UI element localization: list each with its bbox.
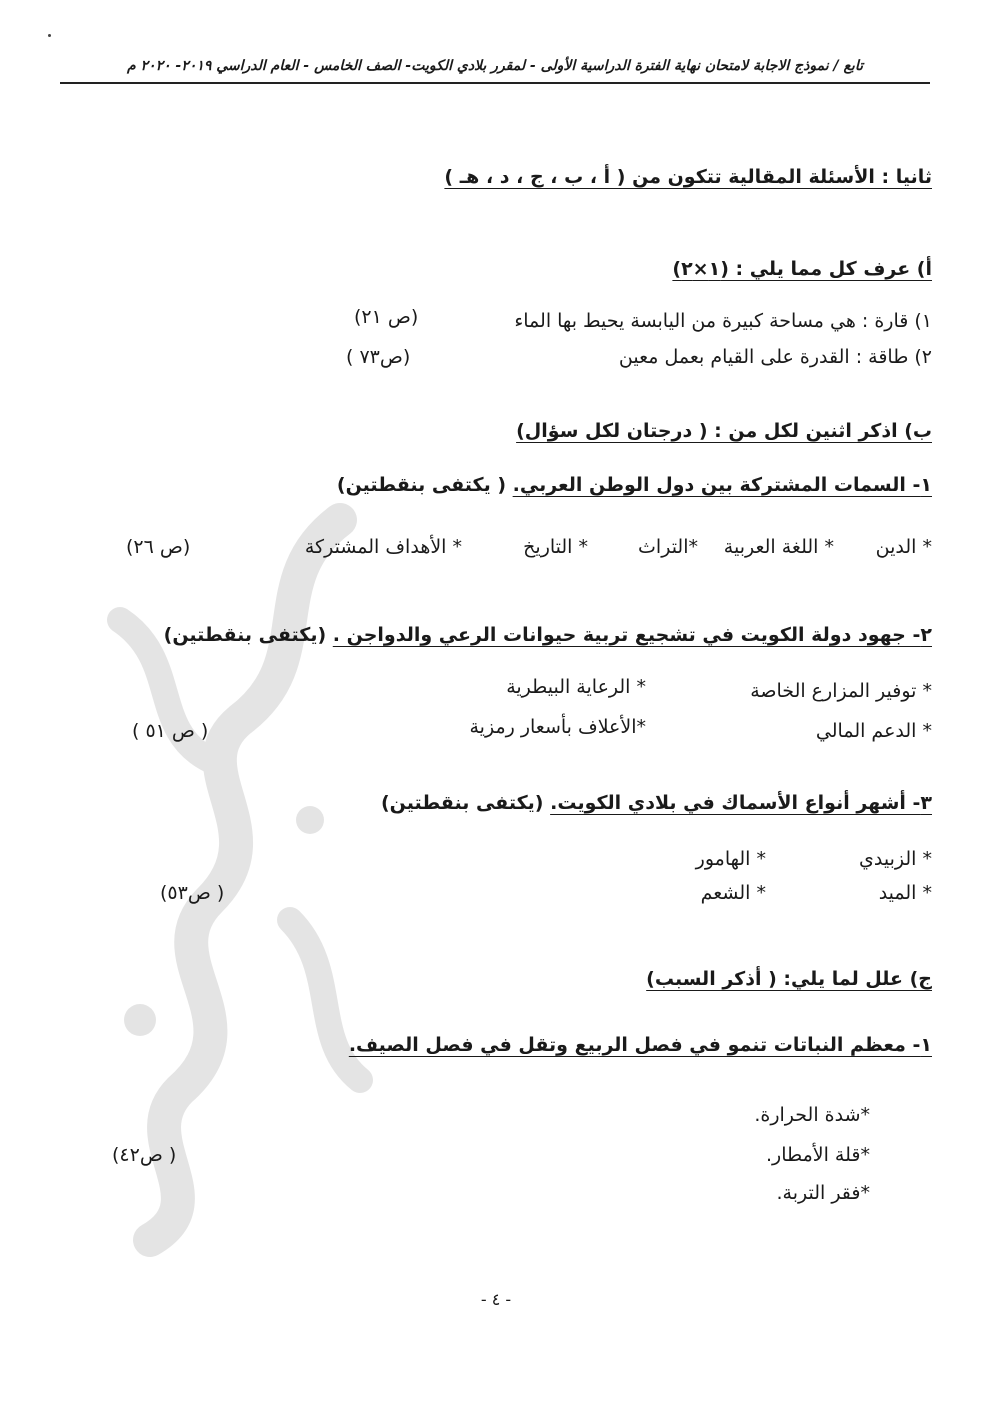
question-b3-title: ٣- أشهر أنواع الأسماك في بلادي الكويت. — [550, 792, 932, 814]
page-ref: ( ص٥٣) — [160, 882, 225, 904]
answer-item: * الدين — [875, 536, 932, 558]
page-ref: ( ص ٥١ ) — [132, 720, 209, 742]
answer-item: *فقر التربة. — [776, 1182, 870, 1204]
page-header: تابع / نموذج الاجابة لامتحان نهاية الفترة الدراسية الأولى - لمقرر بلادي الكويت- الصف الخامس - العام الدراسي ٢٠١٩- ٢٠٢٠ م — [60, 54, 930, 84]
question-b2-title: ٢- جهود دولة الكويت في تشجيع تربية حيوانات الرعي والدواجن . — [332, 624, 932, 646]
question-b3-note: (يكتفى بنقطتين) — [380, 792, 544, 814]
question-b1-note: ( يكتفى بنقطتين) — [336, 474, 507, 496]
answer-item: * التاريخ — [523, 536, 588, 558]
question-b2 — [164, 622, 932, 648]
answer-item: * الدعم المالي — [815, 720, 932, 742]
answer-item: *التراث — [638, 536, 698, 558]
definition-continent: ١) قارة : هي مساحة كبيرة من اليابسة يحيط بها الماء — [514, 310, 932, 332]
page-ref: (ص ٢٦) — [126, 536, 191, 558]
answer-item: *الأعلاف بأسعار رمزية — [469, 716, 646, 738]
answer-item: * الشعم — [700, 882, 766, 904]
answer-item: * الهامور — [695, 848, 766, 870]
answer-item: * الزبيدي — [859, 848, 932, 870]
part-a-heading: أ) عرف كل مما يلي : (١×٢) — [672, 258, 932, 280]
page-ref: (ص٧٣ ) — [346, 346, 411, 368]
part-b-heading: ب) اذكر اثنين لكل من : ( درجتان لكل سؤال) — [516, 420, 932, 442]
answer-item: * الميد — [878, 882, 932, 904]
scan-speck — [48, 34, 51, 37]
section-title: ثانيا : الأسئلة المقالية تتكون من ( أ ، ب ، ج ، د ، هـ ) — [444, 166, 932, 188]
answer-item: * اللغة العربية — [723, 536, 834, 558]
answer-item: *شدة الحرارة. — [754, 1104, 870, 1126]
question-b1-title: ١- السمات المشتركة بين دول الوطن العربي. — [512, 474, 932, 496]
answer-item: * الرعاية البيطرية — [506, 676, 646, 698]
question-c1-title: ١- معظم النباتات تنمو في فصل الربيع وتقل في فصل الصيف. — [348, 1034, 932, 1056]
answer-item: *قلة الأمطار. — [766, 1144, 870, 1166]
answer-item: * الأهداف المشتركة — [304, 536, 462, 558]
page-ref: ( ص٤٢) — [112, 1144, 177, 1166]
question-b2-note: (يكتفى بنقطتين) — [163, 624, 327, 646]
part-c-heading: ج) علل لما يلي: ( أذكر السبب) — [646, 968, 932, 990]
question-b1 — [337, 472, 932, 498]
answer-item: * توفير المزارع الخاصة — [750, 680, 932, 702]
page-ref: (ص ٢١) — [354, 306, 419, 328]
question-b3 — [381, 790, 932, 816]
page-number: - ٤ - — [480, 1290, 512, 1309]
definition-energy: ٢) طاقة : القدرة على القيام بعمل معين — [618, 346, 932, 368]
